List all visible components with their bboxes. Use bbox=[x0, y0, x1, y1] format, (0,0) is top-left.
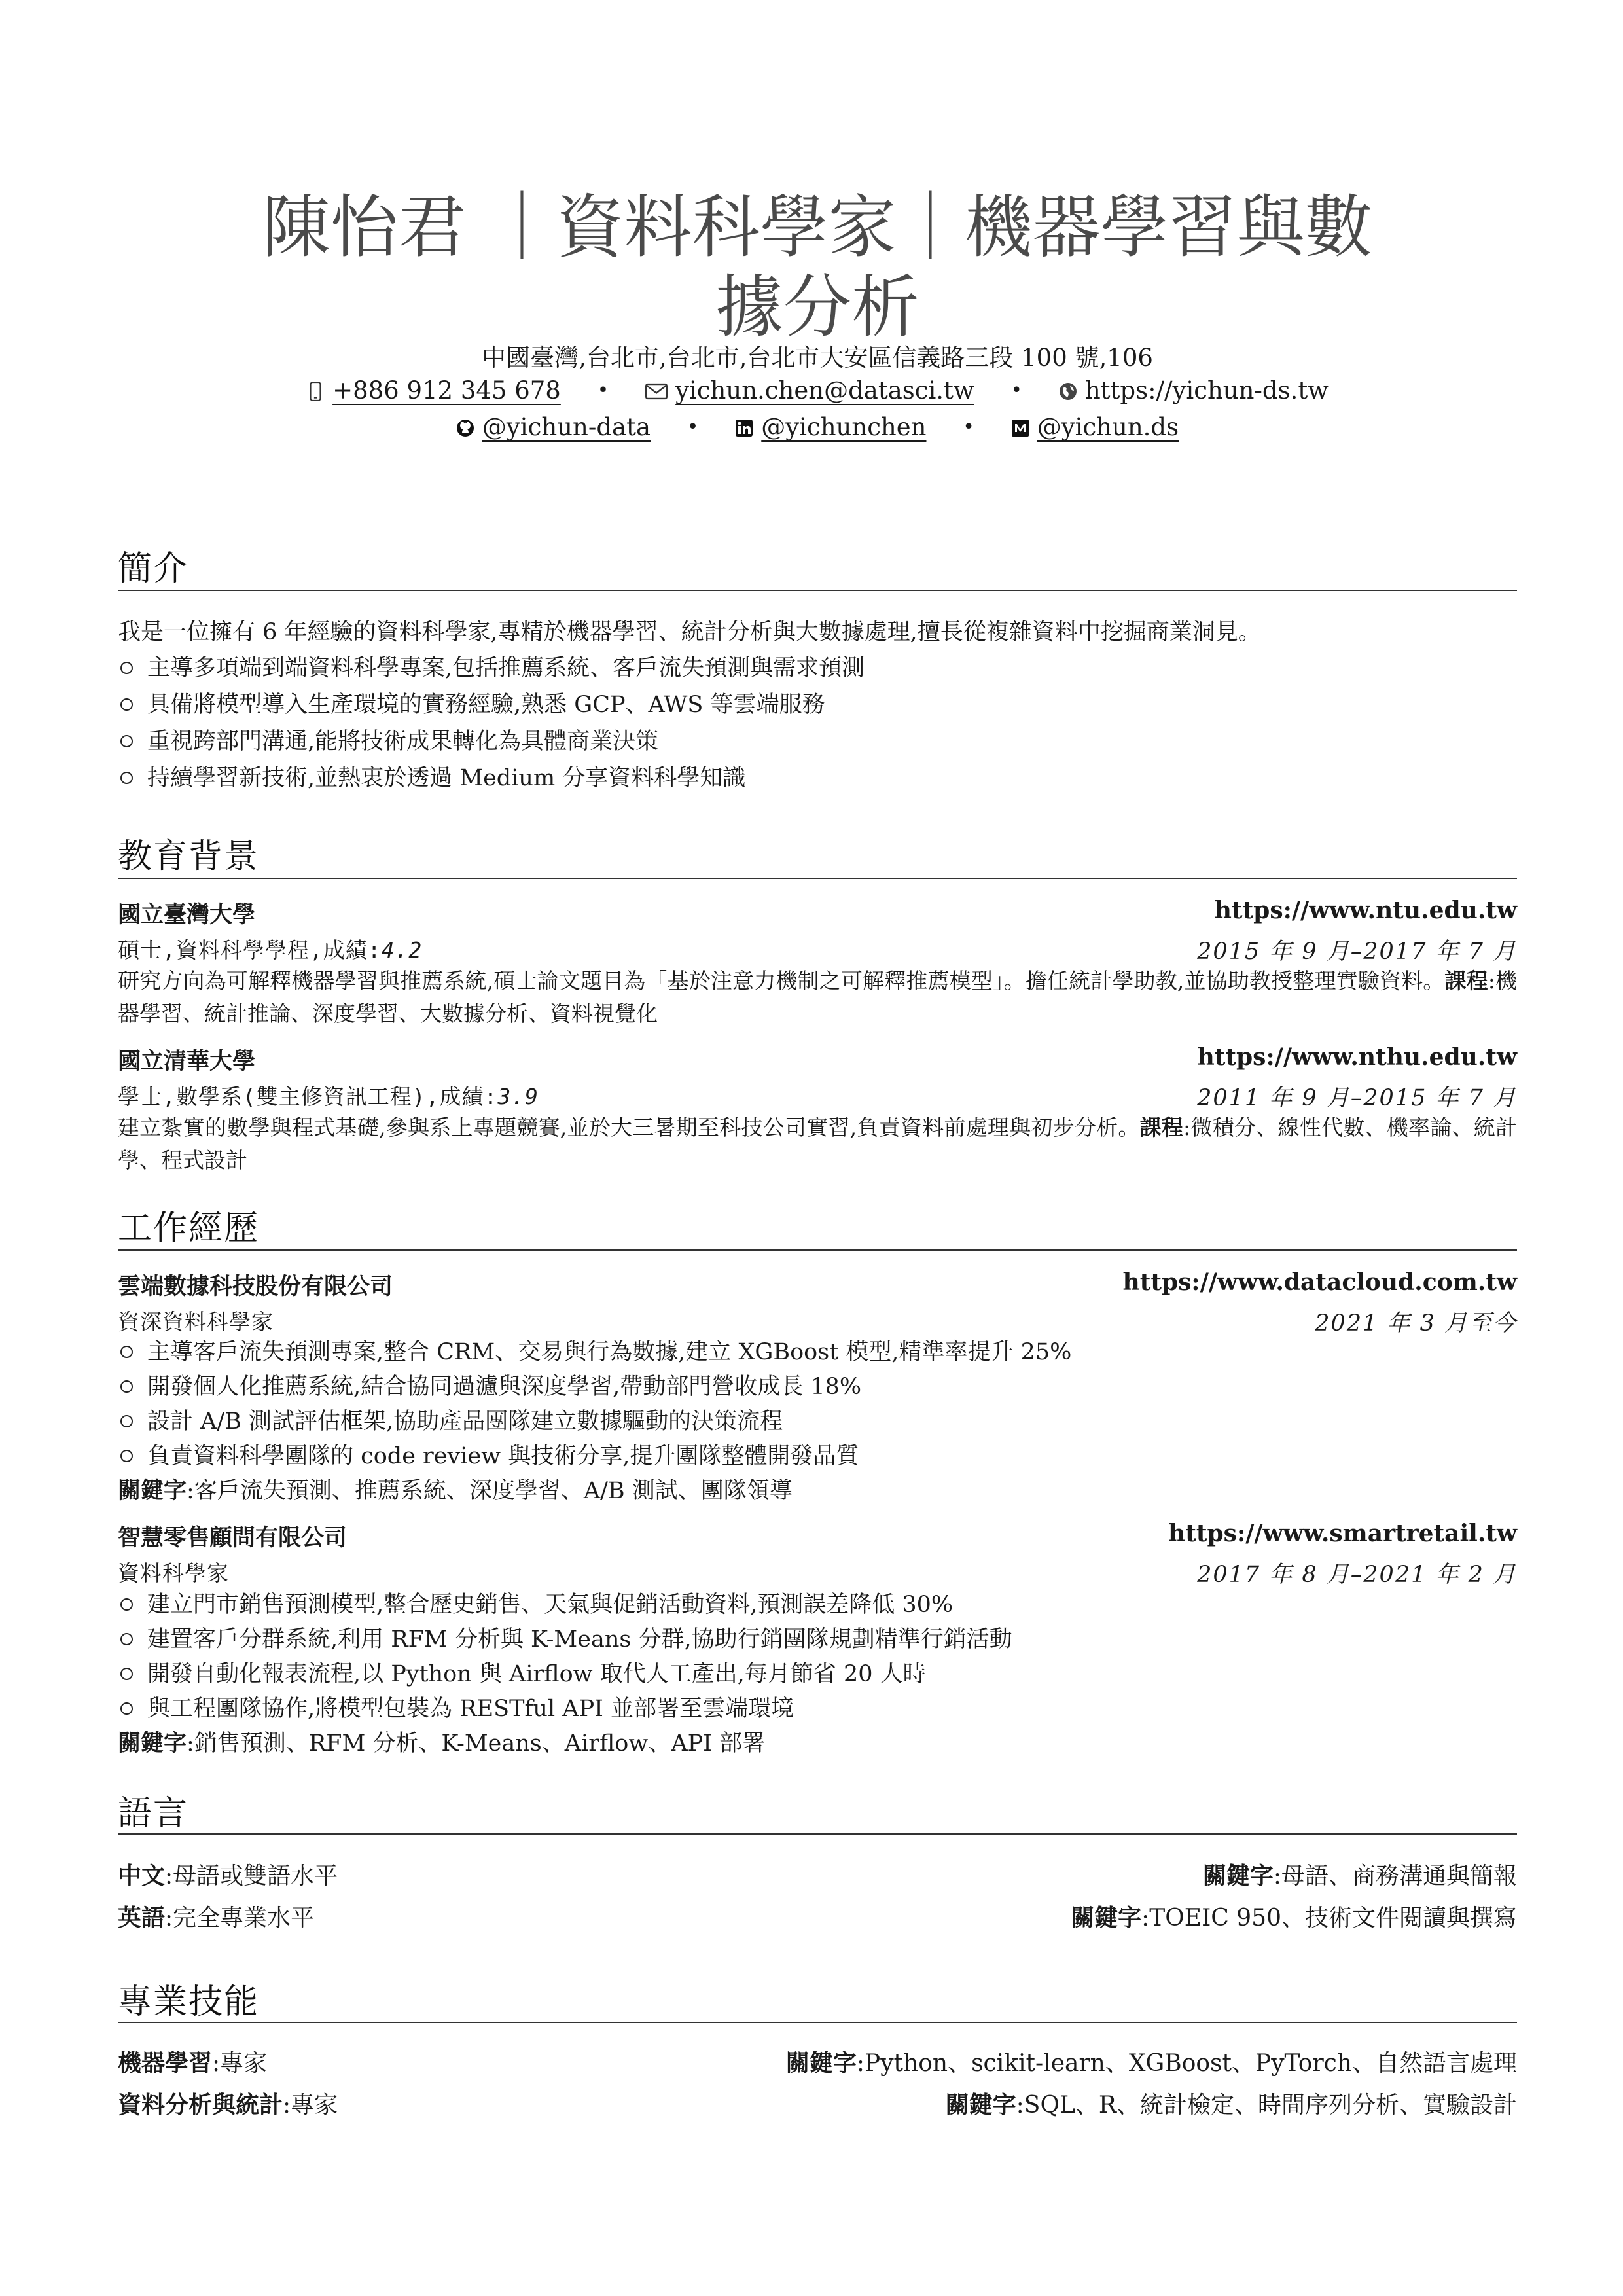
language-level: 母語或雙語水平 bbox=[173, 1863, 338, 1890]
phone-number: +886 912 345 678 bbox=[332, 376, 561, 404]
education-dates: 2011 年 9 月–2015 年 7 月 bbox=[1197, 1085, 1517, 1111]
education-desc-text: 研究方向為可解釋機器學習與推薦系統,碩士論文題目為「基於注意力機制之可解釋推薦模型」。擔任統計學助教,並協助教授整理實驗資料。 bbox=[118, 968, 1445, 994]
skill-level: 專家 bbox=[220, 2050, 268, 2077]
course-list: 微積分、線性代數、機率論、統計學、程式設計 bbox=[118, 1115, 1517, 1173]
keyword-label: 關鍵字 bbox=[118, 1478, 187, 1504]
job-role: 資深資料科學家 bbox=[118, 1309, 274, 1335]
job-keywords: 關鍵字:客戶流失預測、推薦系統、深度學習、A/B 測試、團隊領導 bbox=[118, 1478, 793, 1504]
separator-dot: • bbox=[1010, 379, 1023, 402]
company-url[interactable]: https://www.smartretail.tw bbox=[1168, 1520, 1517, 1547]
name-title-line2: 據分析 bbox=[715, 267, 919, 347]
skill-label: 機器學習 bbox=[118, 2050, 213, 2077]
degree-line bbox=[118, 1080, 539, 1111]
contact-row-primary bbox=[118, 374, 1517, 404]
medium-link[interactable] bbox=[1011, 413, 1179, 441]
education-description: 研究方向為可解釋機器學習與推薦系統,碩士論文題目為「基於注意力機制之可解釋推薦模型」。擔任統計學助教,並協助教授整理實驗資料。課程:機器學習、統計推論、深度學習、大數據分析、資料視覺化 bbox=[118, 968, 1518, 1026]
section-divider bbox=[118, 1249, 1517, 1251]
job-bullet: 主導客戶流失預測專案,整合 CRM、交易與行為數據,建立 XGBoost 模型,精準率提升 25% bbox=[118, 1335, 1071, 1369]
summary-bullet: 具備將模型導入生產環境的實務經驗,熟悉 GCP、AWS 等雲端服務 bbox=[118, 688, 825, 722]
school-name: 國立臺灣大學 bbox=[118, 902, 256, 928]
name-title-line1: 陳怡君 ｜資料科學家｜機器學習與數 bbox=[262, 187, 1373, 267]
job-bullet: 建立門市銷售預測模型,整合歷史銷售、天氣與促銷活動資料,預測誤差降低 30% bbox=[118, 1588, 953, 1622]
globe-icon bbox=[1059, 382, 1077, 401]
gpa-value: 3.9 bbox=[497, 1084, 539, 1109]
language-label: 中文 bbox=[118, 1863, 166, 1890]
keyword-list: 銷售預測、RFM 分析、K-Means、Airflow、API 部署 bbox=[194, 1731, 766, 1757]
degree-text: 碩士,資料科學學程,成績: bbox=[118, 937, 382, 963]
section-divider bbox=[118, 878, 1517, 879]
language-keywords: 關鍵字:TOEIC 950、技術文件閱讀與撰寫 bbox=[1071, 1905, 1517, 1931]
job-bullet: 開發個人化推薦系統,結合協同過濾與深度學習,帶動部門營收成長 18% bbox=[118, 1370, 861, 1404]
section-divider bbox=[118, 2022, 1517, 2023]
website-link[interactable] bbox=[1059, 376, 1329, 404]
keyword-label: 關鍵字 bbox=[1071, 1905, 1142, 1931]
medium-handle: @yichun.ds bbox=[1037, 413, 1179, 441]
company-name: 雲端數據科技股份有限公司 bbox=[118, 1274, 393, 1300]
section-title-skills: 專業技能 bbox=[118, 1982, 260, 2022]
separator-dot: • bbox=[687, 416, 699, 439]
skill-label: 資料分析與統計 bbox=[118, 2092, 283, 2119]
keyword-list: TOEIC 950、技術文件閱讀與撰寫 bbox=[1149, 1905, 1517, 1931]
school-name: 國立清華大學 bbox=[118, 1049, 256, 1075]
summary-intro: 我是一位擁有 6 年經驗的資料科學家,專精於機器學習、統計分析與大數據處理,擅長從複雜資料中挖掘商業洞見。 bbox=[118, 619, 1261, 645]
linkedin-link[interactable] bbox=[735, 413, 926, 441]
github-icon bbox=[456, 418, 474, 438]
linkedin-handle: @yichunchen bbox=[761, 413, 927, 441]
company-name: 智慧零售顧問有限公司 bbox=[118, 1525, 348, 1551]
keyword-list: Python、scikit-learn、XGBoost、PyTorch、自然語言處理 bbox=[865, 2050, 1517, 2077]
keyword-label: 關鍵字 bbox=[785, 2050, 857, 2077]
degree-text: 學士,數學系(雙主修資訊工程),成績: bbox=[118, 1084, 498, 1109]
school-url[interactable]: https://www.nthu.edu.tw bbox=[1197, 1043, 1517, 1071]
separator-dot: • bbox=[597, 379, 609, 402]
phone-link[interactable] bbox=[306, 376, 561, 404]
keyword-list: 母語、商務溝通與簡報 bbox=[1281, 1863, 1517, 1890]
medium-icon bbox=[1011, 418, 1029, 438]
language-keywords: 關鍵字:母語、商務溝通與簡報 bbox=[1202, 1863, 1517, 1890]
skill-keywords: 關鍵字:Python、scikit-learn、XGBoost、PyTorch、自然語言處理 bbox=[785, 2050, 1517, 2077]
gpa-value: 4.2 bbox=[381, 937, 423, 963]
section-title-languages: 語言 bbox=[118, 1794, 189, 1833]
section-divider bbox=[118, 1833, 1517, 1835]
job-role: 資料科學家 bbox=[118, 1560, 229, 1586]
email-icon bbox=[645, 382, 668, 401]
language-item: 中文:母語或雙語水平 bbox=[118, 1863, 338, 1890]
skill-item: 機器學習:專家 bbox=[118, 2050, 268, 2077]
keyword-label: 關鍵字 bbox=[1202, 1863, 1274, 1890]
phone-icon bbox=[306, 382, 325, 401]
school-url[interactable]: https://www.ntu.edu.tw bbox=[1214, 897, 1517, 924]
education-description: 建立紮實的數學與程式基礎,參與系上專題競賽,並於大三暑期至科技公司實習,負責資料前處理與初步分析。課程:微積分、線性代數、機率論、統計學、程式設計 bbox=[118, 1115, 1517, 1173]
company-url[interactable]: https://www.datacloud.com.tw bbox=[1122, 1268, 1517, 1296]
job-bullet: 建置客戶分群系統,利用 RFM 分析與 K-Means 分群,協助行銷團隊規劃精準行銷活動 bbox=[118, 1623, 1012, 1657]
keyword-list: SQL、R、統計檢定、時間序列分析、實驗設計 bbox=[1024, 2092, 1517, 2119]
summary-bullet: 持續學習新技術,並熱衷於透過 Medium 分享資料科學知識 bbox=[118, 761, 745, 795]
website-url: https://yichun-ds.tw bbox=[1084, 376, 1329, 404]
education-dates: 2015 年 9 月–2017 年 7 月 bbox=[1197, 939, 1517, 965]
job-dates: 2021 年 3 月至今 bbox=[1315, 1310, 1517, 1336]
job-keywords: 關鍵字:銷售預測、RFM 分析、K-Means、Airflow、API 部署 bbox=[118, 1731, 766, 1757]
language-label: 英語 bbox=[118, 1905, 166, 1931]
github-link[interactable] bbox=[456, 413, 651, 441]
separator-dot: • bbox=[963, 416, 974, 439]
job-bullet: 與工程團隊協作,將模型包裝為 RESTful API 並部署至雲端環境 bbox=[118, 1692, 794, 1726]
course-list: 機器學習、統計推論、深度學習、大數據分析、資料視覺化 bbox=[118, 968, 1518, 1026]
email-address: yichun.chen@datasci.tw bbox=[675, 376, 974, 404]
address: 中國臺灣,台北市,台北市,台北市大安區信義路三段 100 號,106 bbox=[482, 344, 1153, 372]
education-desc-text: 建立紮實的數學與程式基礎,參與系上專題競賽,並於大三暑期至科技公司實習,負責資料前處理與初步分析。 bbox=[118, 1115, 1140, 1140]
skill-level: 專家 bbox=[291, 2092, 338, 2119]
job-bullet: 開發自動化報表流程,以 Python 與 Airflow 取代人工產出,每月節省 20 人時 bbox=[118, 1657, 926, 1691]
github-handle: @yichun-data bbox=[482, 413, 651, 441]
job-dates: 2017 年 8 月–2021 年 2 月 bbox=[1197, 1562, 1517, 1588]
contact-row-social bbox=[118, 411, 1517, 441]
degree-line bbox=[118, 933, 422, 964]
keyword-list: 客戶流失預測、推薦系統、深度學習、A/B 測試、團隊領導 bbox=[194, 1478, 793, 1504]
language-item: 英語:完全專業水平 bbox=[118, 1905, 315, 1931]
summary-bullet: 重視跨部門溝通,能將技術成果轉化為具體商業決策 bbox=[118, 725, 658, 759]
skill-item: 資料分析與統計:專家 bbox=[118, 2092, 338, 2119]
job-bullet: 設計 A/B 測試評估框架,協助產品團隊建立數據驅動的決策流程 bbox=[118, 1405, 783, 1439]
section-title-experience: 工作經歷 bbox=[118, 1209, 260, 1248]
section-title-summary: 簡介 bbox=[118, 549, 189, 588]
language-level: 完全專業水平 bbox=[173, 1905, 315, 1931]
course-label: 課程 bbox=[1444, 968, 1488, 994]
course-label: 課程 bbox=[1139, 1115, 1184, 1140]
summary-bullet: 主導多項端到端資料科學專案,包括推薦系統、客戶流失預測與需求預測 bbox=[118, 651, 865, 685]
section-divider bbox=[118, 590, 1517, 591]
linkedin-icon bbox=[735, 418, 753, 438]
email-link[interactable] bbox=[645, 376, 974, 404]
job-bullet: 負責資料科學團隊的 code review 與技術分享,提升團隊整體開發品質 bbox=[118, 1439, 859, 1473]
skill-keywords: 關鍵字:SQL、R、統計檢定、時間序列分析、實驗設計 bbox=[945, 2092, 1517, 2119]
section-title-education: 教育背景 bbox=[118, 837, 260, 876]
keyword-label: 關鍵字 bbox=[118, 1731, 187, 1757]
keyword-label: 關鍵字 bbox=[945, 2092, 1016, 2119]
